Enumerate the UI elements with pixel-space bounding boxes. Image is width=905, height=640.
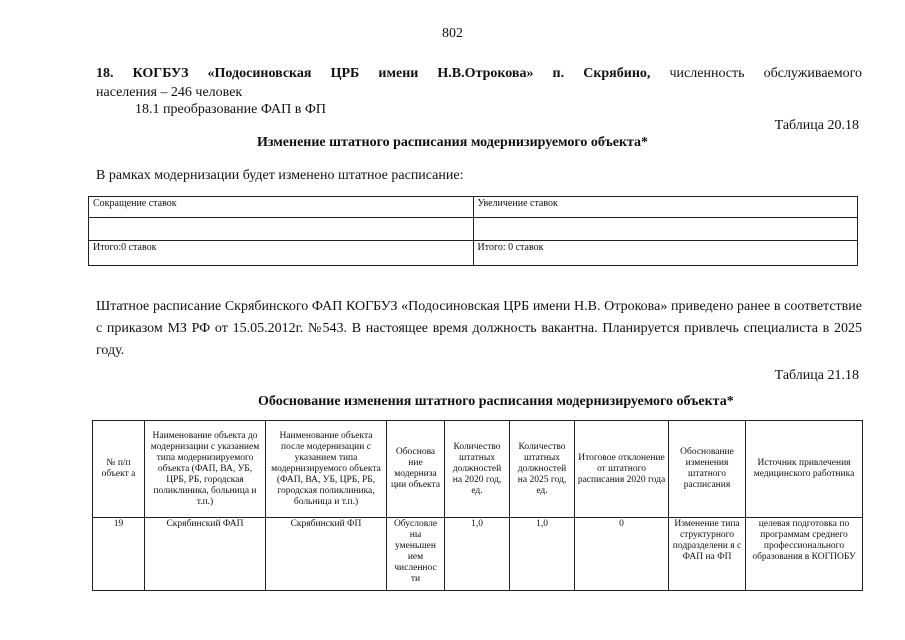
section-number: 18. (96, 66, 114, 81)
header-cell: Наименование объекта до модернизации с указанием типа модернизируемого объекта (ФАП, ВА, УБ, ЦРБ, РБ, городская поликлиника, больница и т.п.) (145, 421, 266, 518)
staff-col-reduction: Сокращение ставок (89, 197, 474, 218)
header-cell: № п/п объект а (93, 421, 145, 518)
row-cell: Скрябинский ФАП (145, 518, 266, 591)
section-heading-rest: численность обслуживаемого (669, 66, 863, 81)
staff-empty-cell (89, 218, 474, 241)
justification-table (92, 420, 863, 591)
row-cell: 19 (93, 518, 145, 591)
row-cell: целевая подготовка по программам среднего профессионального образования в КОГПОБУ (746, 518, 863, 591)
section-heading (96, 66, 862, 82)
page-number: 802 (442, 26, 463, 41)
header-cell: Обоснова ние модерниза ции объекта (387, 421, 445, 518)
header-cell: Наименование объекта после модернизации с указанием типа модернизируемого объекта (ФАП, ВА, УБ, ЦРБ, РБ, городская поликлиника, больница и т.п.) (266, 421, 387, 518)
staff-total-reduction: Итого:0 ставок (89, 241, 474, 266)
row-cell: 1,0 (510, 518, 575, 591)
table2-title: Обоснование изменения штатного расписания модернизируемого объекта* (258, 394, 734, 409)
header-cell: Количество штатных должностей на 2020 год, ед. (445, 421, 510, 518)
header-cell: Количество штатных должностей на 2025 год, ед. (510, 421, 575, 518)
header-cell: Источник привлечения медицинского работника (746, 421, 863, 518)
staff-empty-cell (473, 218, 858, 241)
section-org: КОГБУЗ «Подосиновская ЦРБ имени Н.В.Отрокова» п. Скрябино, (132, 66, 651, 81)
row-cell: Скрябинский ФП (266, 518, 387, 591)
staff-change-table (88, 196, 858, 266)
row-cell: Изменение типа структурного подразделени я с ФАП на ФП (669, 518, 746, 591)
staff-paragraph: Штатное расписание Скрябинского ФАП КОГБУЗ «Подосиновская ЦРБ имени Н.В. Отрокова» приведено ранее в соответствие с приказом МЗ РФ от 15.05.2012г. №543. В настоящее время должность вакантна. Планируется привлечь специалиста в 2025 году. (96, 299, 862, 358)
header-cell: Обоснование изменения штатного расписания (669, 421, 746, 518)
table1-intro: В рамках модернизации будет изменено штатное расписание: (96, 168, 464, 183)
staff-total-increase: Итого: 0 ставок (473, 241, 858, 266)
table-row (93, 518, 863, 591)
table1-label: Таблица 20.18 (774, 118, 859, 133)
section-heading-line2: населения – 246 человек (96, 85, 243, 100)
table1-title: Изменение штатного расписания модернизируемого объекта* (256, 135, 649, 150)
staff-col-increase: Увеличение ставок (473, 197, 858, 218)
row-cell: Обусловле ны уменьшен ием численнос ти (387, 518, 445, 591)
subheading: 18.1 преобразование ФАП в ФП (135, 102, 327, 117)
header-cell: Итоговое отклонение от штатного расписания 2020 года (575, 421, 669, 518)
row-cell: 0 (575, 518, 669, 591)
table2-label: Таблица 21.18 (774, 368, 859, 383)
row-cell: 1,0 (445, 518, 510, 591)
